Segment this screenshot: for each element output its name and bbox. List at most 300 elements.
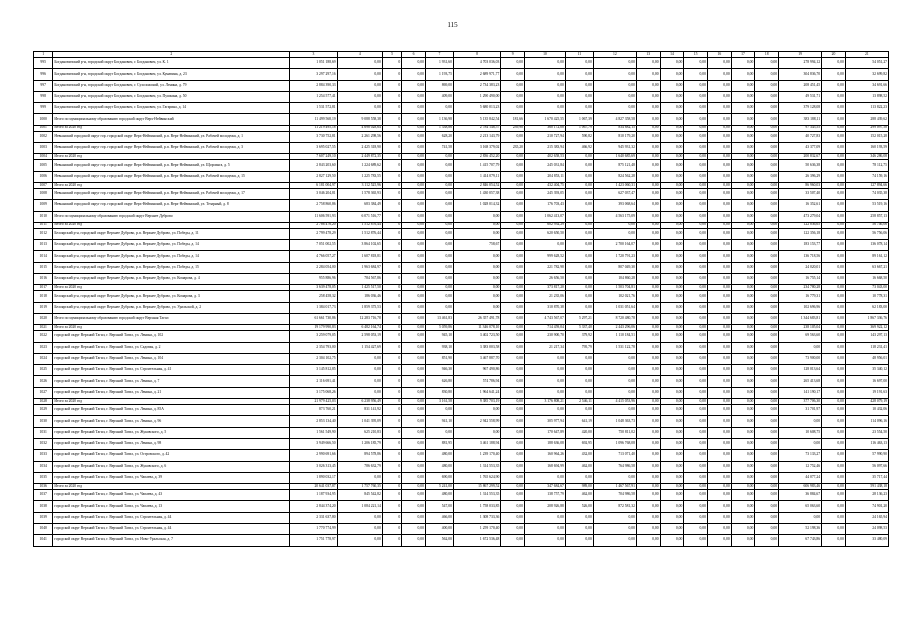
table-row — [34, 200, 889, 211]
value-cell: 0,00 — [684, 438, 708, 449]
value-cell: 304 836,70 — [779, 69, 822, 80]
value-cell: 0,00 — [660, 262, 684, 273]
column-header: 10 — [524, 52, 565, 58]
value-cell: 0,00 — [684, 512, 708, 523]
value-cell: 0,00 — [684, 228, 708, 239]
value-cell: 347 684,67 — [524, 484, 565, 490]
value-cell: 0,00 — [707, 313, 731, 324]
value-cell: 15 867 299,52 — [453, 484, 500, 490]
value-cell: 26 357 491,78 — [453, 313, 500, 324]
value-cell: 0,00 — [684, 274, 708, 285]
value-cell: 0,00 — [731, 251, 755, 262]
address-cell: Итого за 2020 год — [53, 325, 290, 331]
value-cell: 0,00 — [524, 58, 565, 69]
value-cell: 0,00 — [684, 91, 708, 102]
value-cell: 0,00 — [337, 103, 382, 114]
value-cell: 0,00 — [565, 171, 593, 182]
value-cell: 0,00 — [822, 523, 846, 534]
value-cell: 0,00 — [822, 427, 846, 438]
value-cell: 0,00 — [636, 143, 660, 154]
address-cell: городской округ Верхний Тагил, г. Верхний Тагил, ул. Чапаева, д. 43 — [53, 490, 290, 501]
value-cell: 0,00 — [684, 240, 708, 251]
value-cell: 409,00 — [425, 91, 453, 102]
value-cell: 0,00 — [707, 274, 731, 285]
value-cell: 0,00 — [822, 484, 846, 490]
value-cell: 11 219 495,18 — [290, 125, 337, 131]
value-cell: 3 730 752,81 — [290, 131, 337, 142]
value-cell: 0,00 — [402, 200, 426, 211]
address-cell: Итого по муниципальному образованию городской округ Верхнее Дуброво — [53, 211, 290, 222]
value-cell: 0,00 — [501, 200, 525, 211]
value-cell: 0,00 — [565, 222, 593, 228]
value-cell: 118 231,41 — [845, 342, 888, 353]
value-cell: 2 734 383,23 — [453, 80, 500, 91]
value-cell: 0,00 — [593, 58, 636, 69]
value-cell: 3 175 068,26 — [290, 387, 337, 398]
value-cell: 834 882,15 — [593, 125, 636, 131]
value-cell: 0,00 — [684, 211, 708, 222]
value-cell: 0,00 — [337, 376, 382, 387]
value-cell: 0,00 — [755, 143, 779, 154]
address-cell: Белоярский р-н, городской округ Верхнее Дуброво, р.п. Верхнее Дуброво, ул. Уральской, д. 2 — [53, 302, 290, 313]
value-cell: 1 224 689,62 — [337, 160, 382, 171]
value-cell: 0,00 — [425, 160, 453, 171]
value-cell: 1 254 577,41 — [290, 91, 337, 102]
value-cell: 0,00 — [684, 69, 708, 80]
value-cell: 21 235,06 — [524, 291, 565, 302]
value-cell: 0,00 — [822, 154, 846, 160]
table-row — [34, 240, 889, 251]
value-cell: 0,00 — [402, 182, 426, 188]
value-cell: 0,00 — [524, 405, 565, 416]
value-cell: 136 078,14 — [845, 240, 888, 251]
value-cell: 62 183,00 — [845, 302, 888, 313]
value-cell: 3 046 204,81 — [290, 188, 337, 199]
address-cell: Итого за 2020 год — [53, 399, 290, 405]
table-row — [34, 416, 889, 427]
value-cell: 0,00 — [755, 535, 779, 546]
address-cell: городской округ Верхний Тагил, г. Верхний Тагил, ул. Строительная, д. 44 — [53, 523, 290, 534]
row-number-cell: 1035 — [34, 472, 53, 483]
value-cell: 0,00 — [779, 342, 822, 353]
value-cell: 5 297,21 — [565, 313, 593, 324]
value-cell: 3 145 812,85 — [290, 365, 337, 376]
value-cell: 0,00 — [453, 262, 500, 273]
value-cell: 0,00 — [636, 405, 660, 416]
value-cell: 0,00 — [684, 80, 708, 91]
value-cell: 104 860,28 — [593, 274, 636, 285]
value-cell: 0,00 — [636, 325, 660, 331]
value-cell: 0,00 — [425, 228, 453, 239]
value-cell: 0,00 — [755, 114, 779, 125]
value-cell: 0,00 — [707, 484, 731, 490]
value-cell: 628,20 — [425, 131, 453, 142]
value-cell: 2 284 054,00 — [290, 262, 337, 273]
value-cell: 0,00 — [755, 188, 779, 199]
value-cell: 0,00 — [779, 512, 822, 523]
value-cell: 574 786,94 — [453, 376, 500, 387]
value-cell: 0,00 — [822, 274, 846, 285]
address-cell: Невьянский городской округ гор. городской округ Верх-Нейвинский, р.п. Верх-Нейвинский, ул. Тезарный, д. 8 — [53, 200, 290, 211]
value-cell: 999 628,52 — [524, 251, 565, 262]
value-cell: 1 344 683,81 — [779, 313, 822, 324]
value-cell: 941,10 — [425, 416, 453, 427]
value-cell: 24 020,01 — [779, 262, 822, 273]
value-cell: 0 — [382, 535, 401, 546]
value-cell: 0,00 — [402, 365, 426, 376]
value-cell: 379,92 — [565, 331, 593, 342]
value-cell: 0,00 — [660, 211, 684, 222]
value-cell: 0,00 — [501, 182, 525, 188]
column-header: 11 — [565, 52, 593, 58]
row-number-cell: 1000 — [34, 114, 53, 125]
value-cell: 11 606 591,93 — [290, 211, 337, 222]
value-cell: 0,00 — [731, 399, 755, 405]
value-cell: 0,00 — [660, 399, 684, 405]
value-cell: 0,00 — [593, 80, 636, 91]
value-cell: 1 067,79 — [565, 125, 593, 131]
value-cell: 0,00 — [565, 285, 593, 291]
value-cell: 0,00 — [755, 484, 779, 490]
value-cell: 0,00 — [731, 331, 755, 342]
value-cell: 0,00 — [636, 535, 660, 546]
value-cell: 0,00 — [660, 69, 684, 80]
address-cell: Невьянский городской округ гор. городской округ Верх-Нейвинский, р.п. Верх-Нейвинский, ул. Щорсинга, д. 5 — [53, 160, 290, 171]
value-cell: 0,00 — [731, 416, 755, 427]
table-row — [34, 313, 889, 324]
table-row — [34, 535, 889, 546]
value-cell: 0,00 — [636, 501, 660, 512]
value-cell: 0,00 — [731, 353, 755, 364]
value-cell: 0,00 — [822, 405, 846, 416]
value-cell: 3 176 808,21 — [524, 399, 565, 405]
value-cell: 0 — [382, 58, 401, 69]
value-cell: 0,00 — [453, 285, 500, 291]
value-cell: 0,00 — [731, 154, 755, 160]
value-cell: 186 036,46 — [337, 291, 382, 302]
value-cell: 0,00 — [660, 222, 684, 228]
value-cell: 0,00 — [731, 405, 755, 416]
value-cell: 0 — [382, 484, 401, 490]
value-cell: 0,00 — [402, 222, 426, 228]
value-cell: 0,00 — [660, 200, 684, 211]
data-table — [33, 51, 889, 547]
value-cell: 0,00 — [707, 416, 731, 427]
value-cell: 626,80 — [425, 376, 453, 387]
value-cell: 0,00 — [402, 399, 426, 405]
value-cell: 0,00 — [755, 80, 779, 91]
value-cell: 0,00 — [684, 342, 708, 353]
value-cell: 0,00 — [755, 69, 779, 80]
value-cell: 3 467 887,70 — [453, 353, 500, 364]
value-cell: 10 608,75 — [779, 427, 822, 438]
value-cell: 0,00 — [636, 523, 660, 534]
value-cell: 0,00 — [425, 222, 453, 228]
value-cell: 0,00 — [684, 325, 708, 331]
value-cell: 0,00 — [636, 376, 660, 387]
row-number-cell: 1003 — [34, 143, 53, 154]
value-cell: 0,00 — [402, 416, 426, 427]
value-cell: 0,00 — [707, 154, 731, 160]
value-cell: 3 402 723,50 — [453, 331, 500, 342]
value-cell: 74 159,16 — [845, 171, 888, 182]
value-cell: 0,00 — [707, 353, 731, 364]
value-cell: 872 581,32 — [593, 501, 636, 512]
value-cell: 0,00 — [402, 80, 426, 91]
value-cell: 0,00 — [822, 399, 846, 405]
value-cell: 0,00 — [501, 535, 525, 546]
value-cell: 0,00 — [565, 80, 593, 91]
column-header: 15 — [684, 52, 708, 58]
value-cell: 0,00 — [707, 262, 731, 273]
table-row — [34, 438, 889, 449]
value-cell: 208 926,88 — [524, 501, 565, 512]
value-cell: 0 — [382, 490, 401, 501]
row-number-cell: 1031 — [34, 427, 53, 438]
table-row — [34, 91, 889, 102]
column-header: 4 — [337, 52, 382, 58]
value-cell: 0,00 — [425, 154, 453, 160]
value-cell: 0 — [382, 228, 401, 239]
value-cell: 0,00 — [402, 251, 426, 262]
address-cell: Итого за 2020 год — [53, 154, 290, 160]
value-cell: 23 554,50 — [845, 427, 888, 438]
column-header: 1 — [34, 52, 53, 58]
value-cell: 0,00 — [501, 285, 525, 291]
value-cell: 0,00 — [636, 58, 660, 69]
value-cell: 0,00 — [565, 91, 593, 102]
address-cell: Невьянский городской округ гор. городской округ Верх-Нейвинский, р.п. Верх-Нейвинский, ул. Рабочей молодежи, д. 3 — [53, 143, 290, 154]
value-cell: 0,00 — [731, 228, 755, 239]
value-cell: 210 727,94 — [524, 131, 565, 142]
value-cell: 0,00 — [707, 365, 731, 376]
row-number-cell: 1018 — [34, 291, 53, 302]
value-cell: 0,00 — [660, 427, 684, 438]
row-number-cell: 1001 — [34, 125, 53, 131]
value-cell: 4 703 036,03 — [453, 58, 500, 69]
value-cell: 0 — [382, 131, 401, 142]
value-cell: 4 743 567,07 — [524, 313, 565, 324]
column-header: 17 — [731, 52, 755, 58]
table-row — [34, 262, 889, 273]
value-cell: 0,00 — [660, 285, 684, 291]
value-cell: 383 188,11 — [779, 114, 822, 125]
value-cell: 0,00 — [731, 160, 755, 171]
value-cell: 692,95 — [565, 438, 593, 449]
value-cell: 0,00 — [660, 103, 684, 114]
value-cell: 0,00 — [593, 523, 636, 534]
value-cell: 0,00 — [402, 91, 426, 102]
value-cell: 360 172,08 — [524, 125, 565, 131]
table-row — [34, 461, 889, 472]
value-cell: 0,00 — [402, 353, 426, 364]
value-cell: 1 239 170,40 — [453, 450, 500, 461]
value-cell: 1 414 079,11 — [453, 171, 500, 182]
value-cell: 0,00 — [425, 240, 453, 251]
value-cell: 0,00 — [636, 285, 660, 291]
value-cell: 0,00 — [684, 405, 708, 416]
value-cell: 0,00 — [731, 376, 755, 387]
value-cell: 141 190,17 — [779, 387, 822, 398]
value-cell: 0 — [382, 438, 401, 449]
value-cell: 128 013,64 — [779, 365, 822, 376]
value-cell: 0 — [382, 211, 401, 222]
value-cell: 0,00 — [501, 438, 525, 449]
value-cell: 2 116 691,41 — [290, 376, 337, 387]
value-cell: 0,00 — [822, 188, 846, 199]
value-cell: 0,00 — [636, 91, 660, 102]
value-cell: 0,00 — [565, 472, 593, 483]
value-cell: 235,20 — [501, 143, 525, 154]
value-cell: 0,00 — [636, 342, 660, 353]
row-number-cell: 1038 — [34, 501, 53, 512]
row-number-cell: 1036 — [34, 484, 53, 490]
value-cell: 0,00 — [660, 416, 684, 427]
value-cell: 0,00 — [402, 313, 426, 324]
value-cell: 0,00 — [501, 484, 525, 490]
value-cell: 0,00 — [501, 342, 525, 353]
value-cell: 0 — [382, 376, 401, 387]
value-cell: 0,00 — [501, 450, 525, 461]
value-cell: 0,00 — [660, 501, 684, 512]
value-cell: 0,00 — [731, 427, 755, 438]
value-cell: 7 051 002,55 — [290, 240, 337, 251]
value-cell: 0 — [382, 154, 401, 160]
value-cell: 1 136,98 — [425, 114, 453, 125]
value-cell: 2 354 793,00 — [290, 342, 337, 353]
value-cell: 102 021,76 — [593, 291, 636, 302]
value-cell: 181,66 — [501, 114, 525, 125]
value-cell: 3 297 297,16 — [290, 69, 337, 80]
row-number-cell: 1017 — [34, 285, 53, 291]
value-cell: 1 512 876,44 — [337, 228, 382, 239]
value-cell: 0,00 — [402, 302, 426, 313]
value-cell: 0,00 — [565, 240, 593, 251]
value-cell: 0,00 — [731, 365, 755, 376]
value-cell: 0,00 — [731, 325, 755, 331]
value-cell: 0,00 — [501, 376, 525, 387]
value-cell: 0,00 — [660, 188, 684, 199]
value-cell: 0,00 — [402, 211, 426, 222]
value-cell: 299 097,58 — [845, 125, 888, 131]
value-cell: 1 031 051,64 — [593, 302, 636, 313]
value-cell: 0,00 — [660, 512, 684, 523]
value-cell: 16 755,14 — [779, 274, 822, 285]
value-cell: 0,00 — [731, 484, 755, 490]
value-cell: 168 694,99 — [524, 461, 565, 472]
value-cell: 138 757,79 — [524, 490, 565, 501]
value-cell: 0,00 — [660, 182, 684, 188]
value-cell: 0,00 — [402, 523, 426, 534]
value-cell: 0,00 — [402, 490, 426, 501]
table-row — [34, 114, 889, 125]
value-cell: 0,00 — [731, 211, 755, 222]
value-cell: 0 — [382, 416, 401, 427]
value-cell: 0 — [382, 399, 401, 405]
value-cell: 0,00 — [565, 262, 593, 273]
value-cell: 1 963 684,97 — [337, 262, 382, 273]
value-cell: 0,00 — [822, 416, 846, 427]
table-row — [34, 228, 889, 239]
value-cell: 238 105,04 — [779, 325, 822, 331]
value-cell: 0,00 — [731, 80, 755, 91]
value-cell: 0,00 — [524, 365, 565, 376]
value-cell: 28 136,23 — [845, 490, 888, 501]
value-cell: 946,30 — [425, 365, 453, 376]
value-cell: 938,10 — [425, 342, 453, 353]
row-number-cell: 1024 — [34, 353, 53, 364]
value-cell: 810 179,20 — [593, 131, 636, 142]
value-cell: 0 — [382, 262, 401, 273]
value-cell: 0,00 — [755, 405, 779, 416]
value-cell: 116 463,13 — [845, 438, 888, 449]
value-cell: 26 656,50 — [524, 274, 565, 285]
value-cell: 49 531,71 — [779, 91, 822, 102]
value-cell: 0,00 — [660, 240, 684, 251]
value-cell: 0,00 — [636, 461, 660, 472]
value-cell: 5 059,86 — [425, 325, 453, 331]
column-header: 7 — [425, 52, 453, 58]
value-cell: 1 531 122,78 — [593, 342, 636, 353]
address-cell: Богдановичский р-н, городской округ Богданович, г. Богданович, ул. К. 1 — [53, 58, 290, 69]
value-cell: 0,00 — [636, 472, 660, 483]
value-cell: 0,00 — [565, 160, 593, 171]
value-cell: 989,00 — [565, 484, 593, 490]
value-cell: 428 079,19 — [845, 399, 888, 405]
value-cell: 0,00 — [660, 171, 684, 182]
value-cell: 1 415 707,79 — [453, 160, 500, 171]
page-number: 115 — [447, 21, 458, 29]
value-cell: 0 — [382, 160, 401, 171]
row-number-cell: 1034 — [34, 461, 53, 472]
value-cell: 0 — [382, 80, 401, 91]
value-cell: 0,00 — [565, 103, 593, 114]
address-cell: городской округ Верхний Тагил, г. Верхний Тагил, ул. Жуковского, д. 6 — [53, 461, 290, 472]
value-cell: 0,00 — [337, 472, 382, 483]
value-cell: 1 931,60 — [425, 58, 453, 69]
value-cell: 1 290 490,00 — [453, 91, 500, 102]
value-cell: 2 598 053,19 — [337, 331, 382, 342]
value-cell: 0,00 — [425, 182, 453, 188]
value-cell: 21 217,34 — [524, 342, 565, 353]
value-cell: 0,00 — [707, 376, 731, 387]
table-row — [34, 387, 889, 398]
value-cell: 0,00 — [636, 416, 660, 427]
value-cell: 122 836,65 — [779, 222, 822, 228]
value-cell: 221 782,98 — [524, 262, 565, 273]
value-cell: 1 206 185,79 — [337, 438, 382, 449]
row-number-cell: 1039 — [34, 512, 53, 523]
table-row — [34, 405, 889, 416]
value-cell: 0,00 — [425, 103, 453, 114]
value-cell: 102 696,96 — [779, 302, 822, 313]
value-cell: 0,00 — [755, 228, 779, 239]
value-cell: 0,00 — [822, 472, 846, 483]
value-cell: 3 112 525,96 — [337, 182, 382, 188]
value-cell: 0,00 — [402, 114, 426, 125]
value-cell: 89 161,12 — [845, 251, 888, 262]
value-cell: 0,00 — [402, 274, 426, 285]
value-cell: 480,00 — [425, 450, 453, 461]
value-cell: 0,00 — [402, 484, 426, 490]
value-cell: 0,00 — [636, 262, 660, 273]
value-cell: 48 956,01 — [845, 353, 888, 364]
value-cell: 0,00 — [822, 461, 846, 472]
value-cell: 152 015,28 — [845, 131, 888, 142]
value-cell: 0,00 — [731, 103, 755, 114]
value-cell: 0,00 — [453, 251, 500, 262]
value-cell: 0,00 — [636, 331, 660, 342]
